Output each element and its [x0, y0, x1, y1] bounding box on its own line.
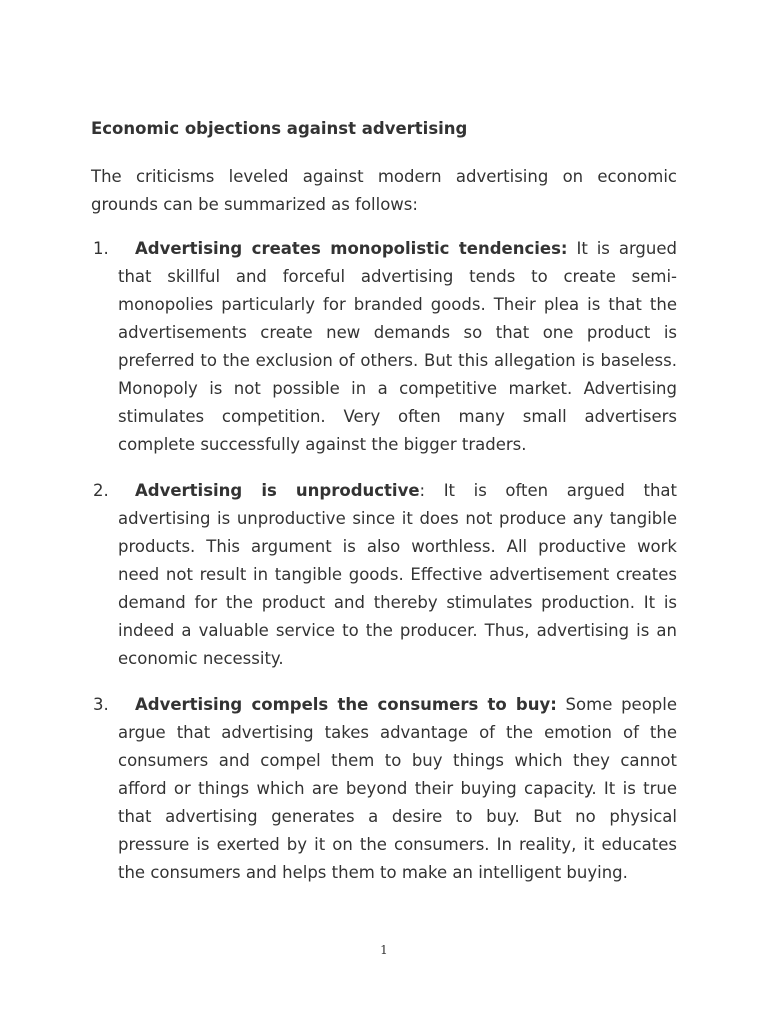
list-item [91, 477, 677, 673]
list-item [91, 235, 677, 459]
objections-list [91, 235, 677, 905]
document-heading: Economic objections against advertising [91, 119, 468, 138]
list-item-title: Advertising is unproductive [135, 481, 420, 500]
list-item-body: It is argued that skillful and forceful advertising tends to create semi-monopolies particularly for branded goods. Their plea is that the advertisements create new demands so that one product is preferred to the exclusion of others. But this allegation is baseless. Monopoly is not possible in a competitive market. Advertising stimulates competition. Very often many small advertisers complete successfully against the bigger traders. [118, 239, 677, 454]
page-number: 1 [380, 943, 388, 957]
list-item-body: : It is often argued that advertising is unproductive since it does not produce any tangible products. This argument is also worthless. All productive work need not result in tangible goods. Effective advertisement creates demand for the product and thereby stimulates production. It is indeed a valuable service to the producer. Thus, advertising is an economic necessity. [118, 481, 677, 668]
list-item-body: Some people argue that advertising takes advantage of the emotion of the consumers and compel them to buy things which they cannot afford or things which are beyond their buying capacity. It is true that advertising generates a desire to buy. But no physical pressure is exerted by it on the consumers. In reality, it educates the consumers and helps them to make an intelligent buying. [118, 695, 677, 882]
list-item-title: Advertising creates monopolistic tendencies: [135, 239, 568, 258]
list-item-title: Advertising compels the consumers to buy: [135, 695, 557, 714]
list-item-number: 3. [93, 695, 109, 714]
list-item [91, 691, 677, 887]
list-item-number: 2. [93, 481, 109, 500]
intro-paragraph: The criticisms leveled against modern advertising on economic grounds can be summarized as follows: [91, 167, 677, 214]
list-item-number: 1. [93, 239, 109, 258]
